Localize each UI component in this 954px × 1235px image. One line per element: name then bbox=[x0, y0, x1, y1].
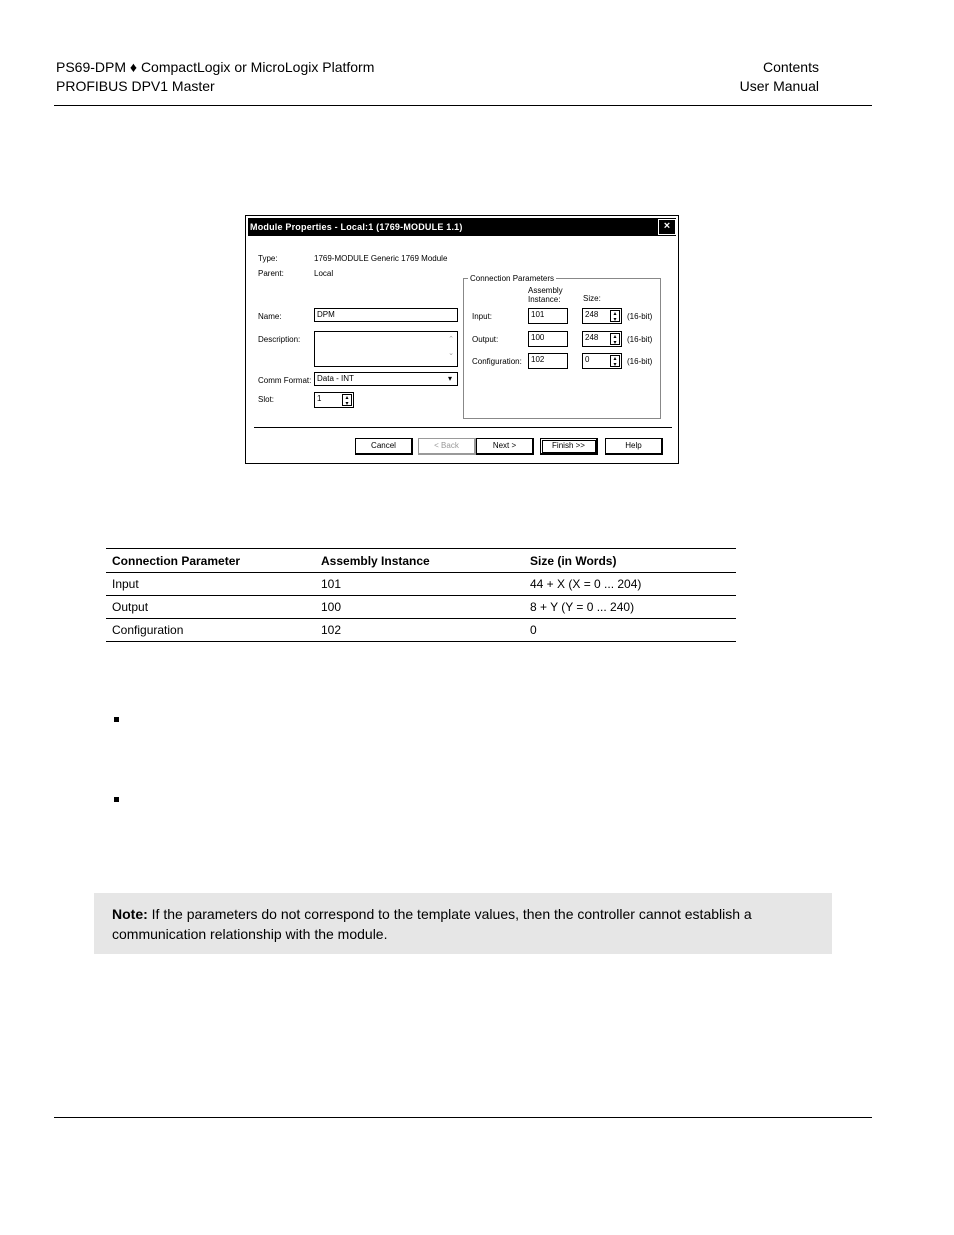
table-cell: 8 + Y (Y = 0 ... 240) bbox=[524, 596, 736, 619]
table-cell: 44 + X (X = 0 ... 204) bbox=[524, 573, 736, 596]
table-cell: 101 bbox=[315, 573, 524, 596]
configuration-instance-field[interactable]: 102 bbox=[528, 353, 568, 369]
configuration-size-spinner-icon[interactable]: ▴ ▾ bbox=[610, 355, 620, 367]
back-button[interactable]: < Back bbox=[418, 438, 476, 455]
table-cell: Output bbox=[106, 596, 315, 619]
assembly-instance-header: Assembly Instance: bbox=[528, 286, 563, 304]
input-size-spinner-icon[interactable]: ▴ ▾ bbox=[610, 310, 620, 322]
type-value: 1769-MODULE Generic 1769 Module bbox=[314, 254, 448, 263]
next-button[interactable]: Next > bbox=[476, 438, 534, 455]
scroll-up-icon[interactable]: ⌃ bbox=[448, 336, 454, 343]
dialog-title-bar bbox=[248, 218, 676, 236]
finish-button[interactable]: Finish >> bbox=[540, 438, 598, 455]
comm-format-value: Data - INT bbox=[317, 374, 354, 383]
help-button[interactable]: Help bbox=[605, 438, 663, 455]
column-header: Connection Parameter bbox=[106, 549, 315, 573]
module-properties-dialog bbox=[245, 215, 679, 464]
note-box bbox=[94, 893, 832, 954]
chevron-down-icon[interactable]: ▾ bbox=[447, 374, 452, 383]
name-label: Name: bbox=[258, 312, 282, 321]
footer-rule bbox=[54, 1117, 872, 1118]
input-size-field[interactable]: 248 bbox=[582, 308, 622, 324]
slot-input[interactable]: 1 bbox=[314, 392, 354, 408]
size-header: Size: bbox=[583, 294, 601, 303]
table-cell: Input bbox=[106, 573, 315, 596]
bullet-marker bbox=[114, 717, 119, 722]
connection-parameter-table bbox=[106, 548, 736, 642]
header-rule bbox=[54, 105, 872, 106]
note-label: Note: bbox=[112, 906, 148, 922]
comm-format-label: Comm Format: bbox=[258, 376, 312, 385]
document-subtitle: PROFIBUS DPV1 Master bbox=[56, 78, 215, 94]
configuration-size-field[interactable]: 0 bbox=[582, 353, 622, 369]
parent-label: Parent: bbox=[258, 269, 284, 278]
description-textarea[interactable] bbox=[314, 331, 458, 367]
table-row bbox=[106, 573, 736, 596]
connection-parameters-title: Connection Parameters bbox=[470, 274, 555, 283]
bullet-marker bbox=[114, 797, 119, 802]
slot-spinner-icon[interactable]: ▴ ▾ bbox=[342, 394, 352, 406]
table-header-row bbox=[106, 549, 736, 573]
slot-label: Slot: bbox=[258, 395, 275, 404]
table-cell: Configuration bbox=[106, 619, 315, 642]
table-cell: 100 bbox=[315, 596, 524, 619]
input-label: Input: bbox=[472, 312, 493, 321]
name-input[interactable]: DPM bbox=[314, 308, 458, 322]
section-name: Contents bbox=[762, 59, 819, 75]
output-label: Output: bbox=[472, 335, 499, 344]
table-row bbox=[106, 619, 736, 642]
page-header-left bbox=[56, 58, 374, 96]
column-header: Assembly Instance bbox=[315, 549, 524, 573]
manual-type: User Manual bbox=[739, 78, 819, 94]
input-instance-field[interactable]: 101 bbox=[528, 308, 568, 324]
document-title: PS69-DPM ♦ CompactLogix or MicroLogix Platform bbox=[56, 59, 375, 75]
column-header: Size (in Words) bbox=[524, 549, 736, 573]
dialog-title: Module Properties - Local:1 (1769-MODULE 1.1) bbox=[250, 222, 463, 232]
output-size-field[interactable]: 248 bbox=[582, 331, 622, 347]
description-label: Description: bbox=[258, 335, 301, 344]
table-row bbox=[106, 596, 736, 619]
dialog-divider bbox=[254, 427, 672, 428]
type-label: Type: bbox=[258, 254, 278, 263]
output-size-spinner-icon[interactable]: ▴ ▾ bbox=[610, 333, 620, 345]
page-header-right bbox=[740, 58, 819, 96]
output-unit: (16-bit) bbox=[627, 335, 653, 344]
configuration-label: Configuration: bbox=[472, 357, 522, 366]
parent-value: Local bbox=[314, 269, 334, 278]
comm-format-select[interactable] bbox=[314, 372, 458, 386]
table-cell: 0 bbox=[524, 619, 736, 642]
description-scrollbar[interactable] bbox=[446, 333, 456, 365]
table-cell: 102 bbox=[315, 619, 524, 642]
cancel-button[interactable]: Cancel bbox=[355, 438, 413, 455]
input-unit: (16-bit) bbox=[627, 312, 653, 321]
configuration-unit: (16-bit) bbox=[627, 357, 653, 366]
scroll-down-icon[interactable]: ⌄ bbox=[448, 350, 454, 357]
note-text: If the parameters do not correspond to the template values, then the controller cannot establish a communication relationship with the module. bbox=[112, 906, 752, 942]
close-icon[interactable]: × bbox=[658, 219, 676, 235]
output-instance-field[interactable]: 100 bbox=[528, 331, 568, 347]
